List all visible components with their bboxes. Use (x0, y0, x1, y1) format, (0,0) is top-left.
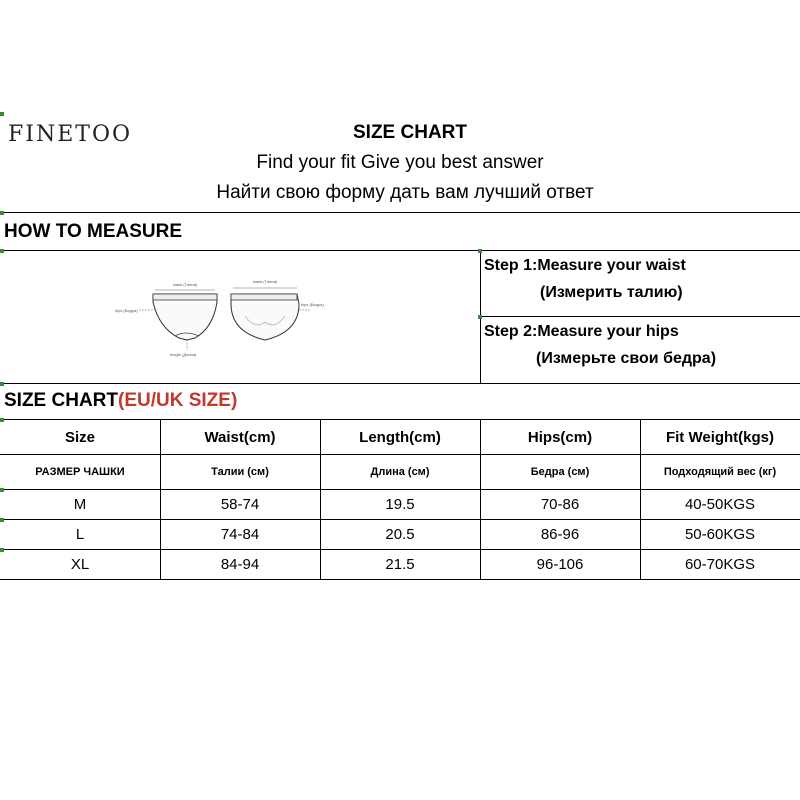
step1-translation: (Измерить талию) (540, 284, 683, 301)
table-cell-waist: 58-74 (220, 496, 260, 513)
size-chart-heading-main: SIZE CHART (4, 390, 118, 411)
col-header-length: Length(cm) (359, 428, 441, 446)
step1-text: Step 1:Measure your waist (484, 257, 686, 274)
divider-top (0, 212, 800, 213)
diagram-hips-label: hips (Бедра) (115, 308, 138, 313)
col-subheader-waist: Талии (см) (211, 466, 269, 478)
corner-mark (0, 211, 4, 215)
brand-logo: FINETOO (8, 122, 133, 147)
table-cell-weight: 60-70KGS (684, 556, 756, 573)
col-header-hips: Hips(cm) (527, 428, 593, 446)
table-cell-hips: 96-106 (536, 556, 584, 573)
page-title: SIZE CHART (353, 122, 467, 143)
table-cell-weight: 50-60KGS (684, 526, 756, 543)
col-subheader-size: РАЗМЕР ЧАШКИ (35, 466, 125, 478)
corner-mark (478, 315, 482, 319)
table-cell-length: 19.5 (385, 496, 415, 513)
corner-mark (478, 249, 482, 253)
col-header-waist: Waist(cm) (204, 428, 276, 446)
size-chart-heading (4, 390, 237, 412)
diagram-waist-label: waist (Талия) (173, 282, 198, 287)
table-cell-length: 21.5 (385, 556, 415, 573)
table-cell-hips: 86-96 (540, 526, 580, 543)
col-subheader-hips: Бедра (см) (530, 466, 590, 478)
col-header-weight: Fit Weight(kgs) (665, 428, 775, 446)
table-cell-size: M (73, 496, 87, 513)
corner-mark (0, 249, 4, 253)
subtitle-english: Find your fit Give you best answer (256, 152, 544, 173)
diagram-hips-label-back: hips (Бедра) (301, 302, 324, 307)
table-cell-size: XL (70, 556, 90, 573)
col-subheader-weight: Подходящий вес (кг) (663, 466, 777, 478)
step2-translation: (Измерьте свои бедра) (536, 350, 717, 367)
divider-measure-top (0, 250, 800, 251)
col-subheader-length: Длина (см) (370, 466, 430, 478)
divider-measure-bottom (0, 383, 800, 384)
subtitle-russian: Найти свою форму дать вам лучший ответ (216, 182, 594, 203)
brief-front-illustration (139, 290, 217, 350)
table-cell-weight: 40-50KGS (684, 496, 756, 513)
underwear-diagram (115, 272, 335, 362)
diagram-waist-label-back: waist (Талия) (253, 279, 278, 284)
table-cell-size: L (75, 526, 85, 543)
table-cell-length: 20.5 (385, 526, 415, 543)
corner-mark (0, 382, 4, 386)
table-cell-waist: 84-94 (220, 556, 260, 573)
brief-back-illustration (231, 288, 311, 340)
size-chart-heading-accent: (EU/UK SIZE) (118, 390, 238, 411)
table-cell-hips: 70-86 (540, 496, 580, 513)
diagram-length-label: length (Длина) (170, 352, 197, 357)
corner-mark (0, 112, 4, 116)
how-to-measure-heading: HOW TO MEASURE (4, 221, 183, 242)
table-cell-waist: 74-84 (220, 526, 260, 543)
divider-steps (480, 316, 800, 317)
col-header-size: Size (64, 428, 95, 446)
table-border-bottom (0, 579, 800, 580)
step2-text: Step 2:Measure your hips (484, 323, 679, 340)
